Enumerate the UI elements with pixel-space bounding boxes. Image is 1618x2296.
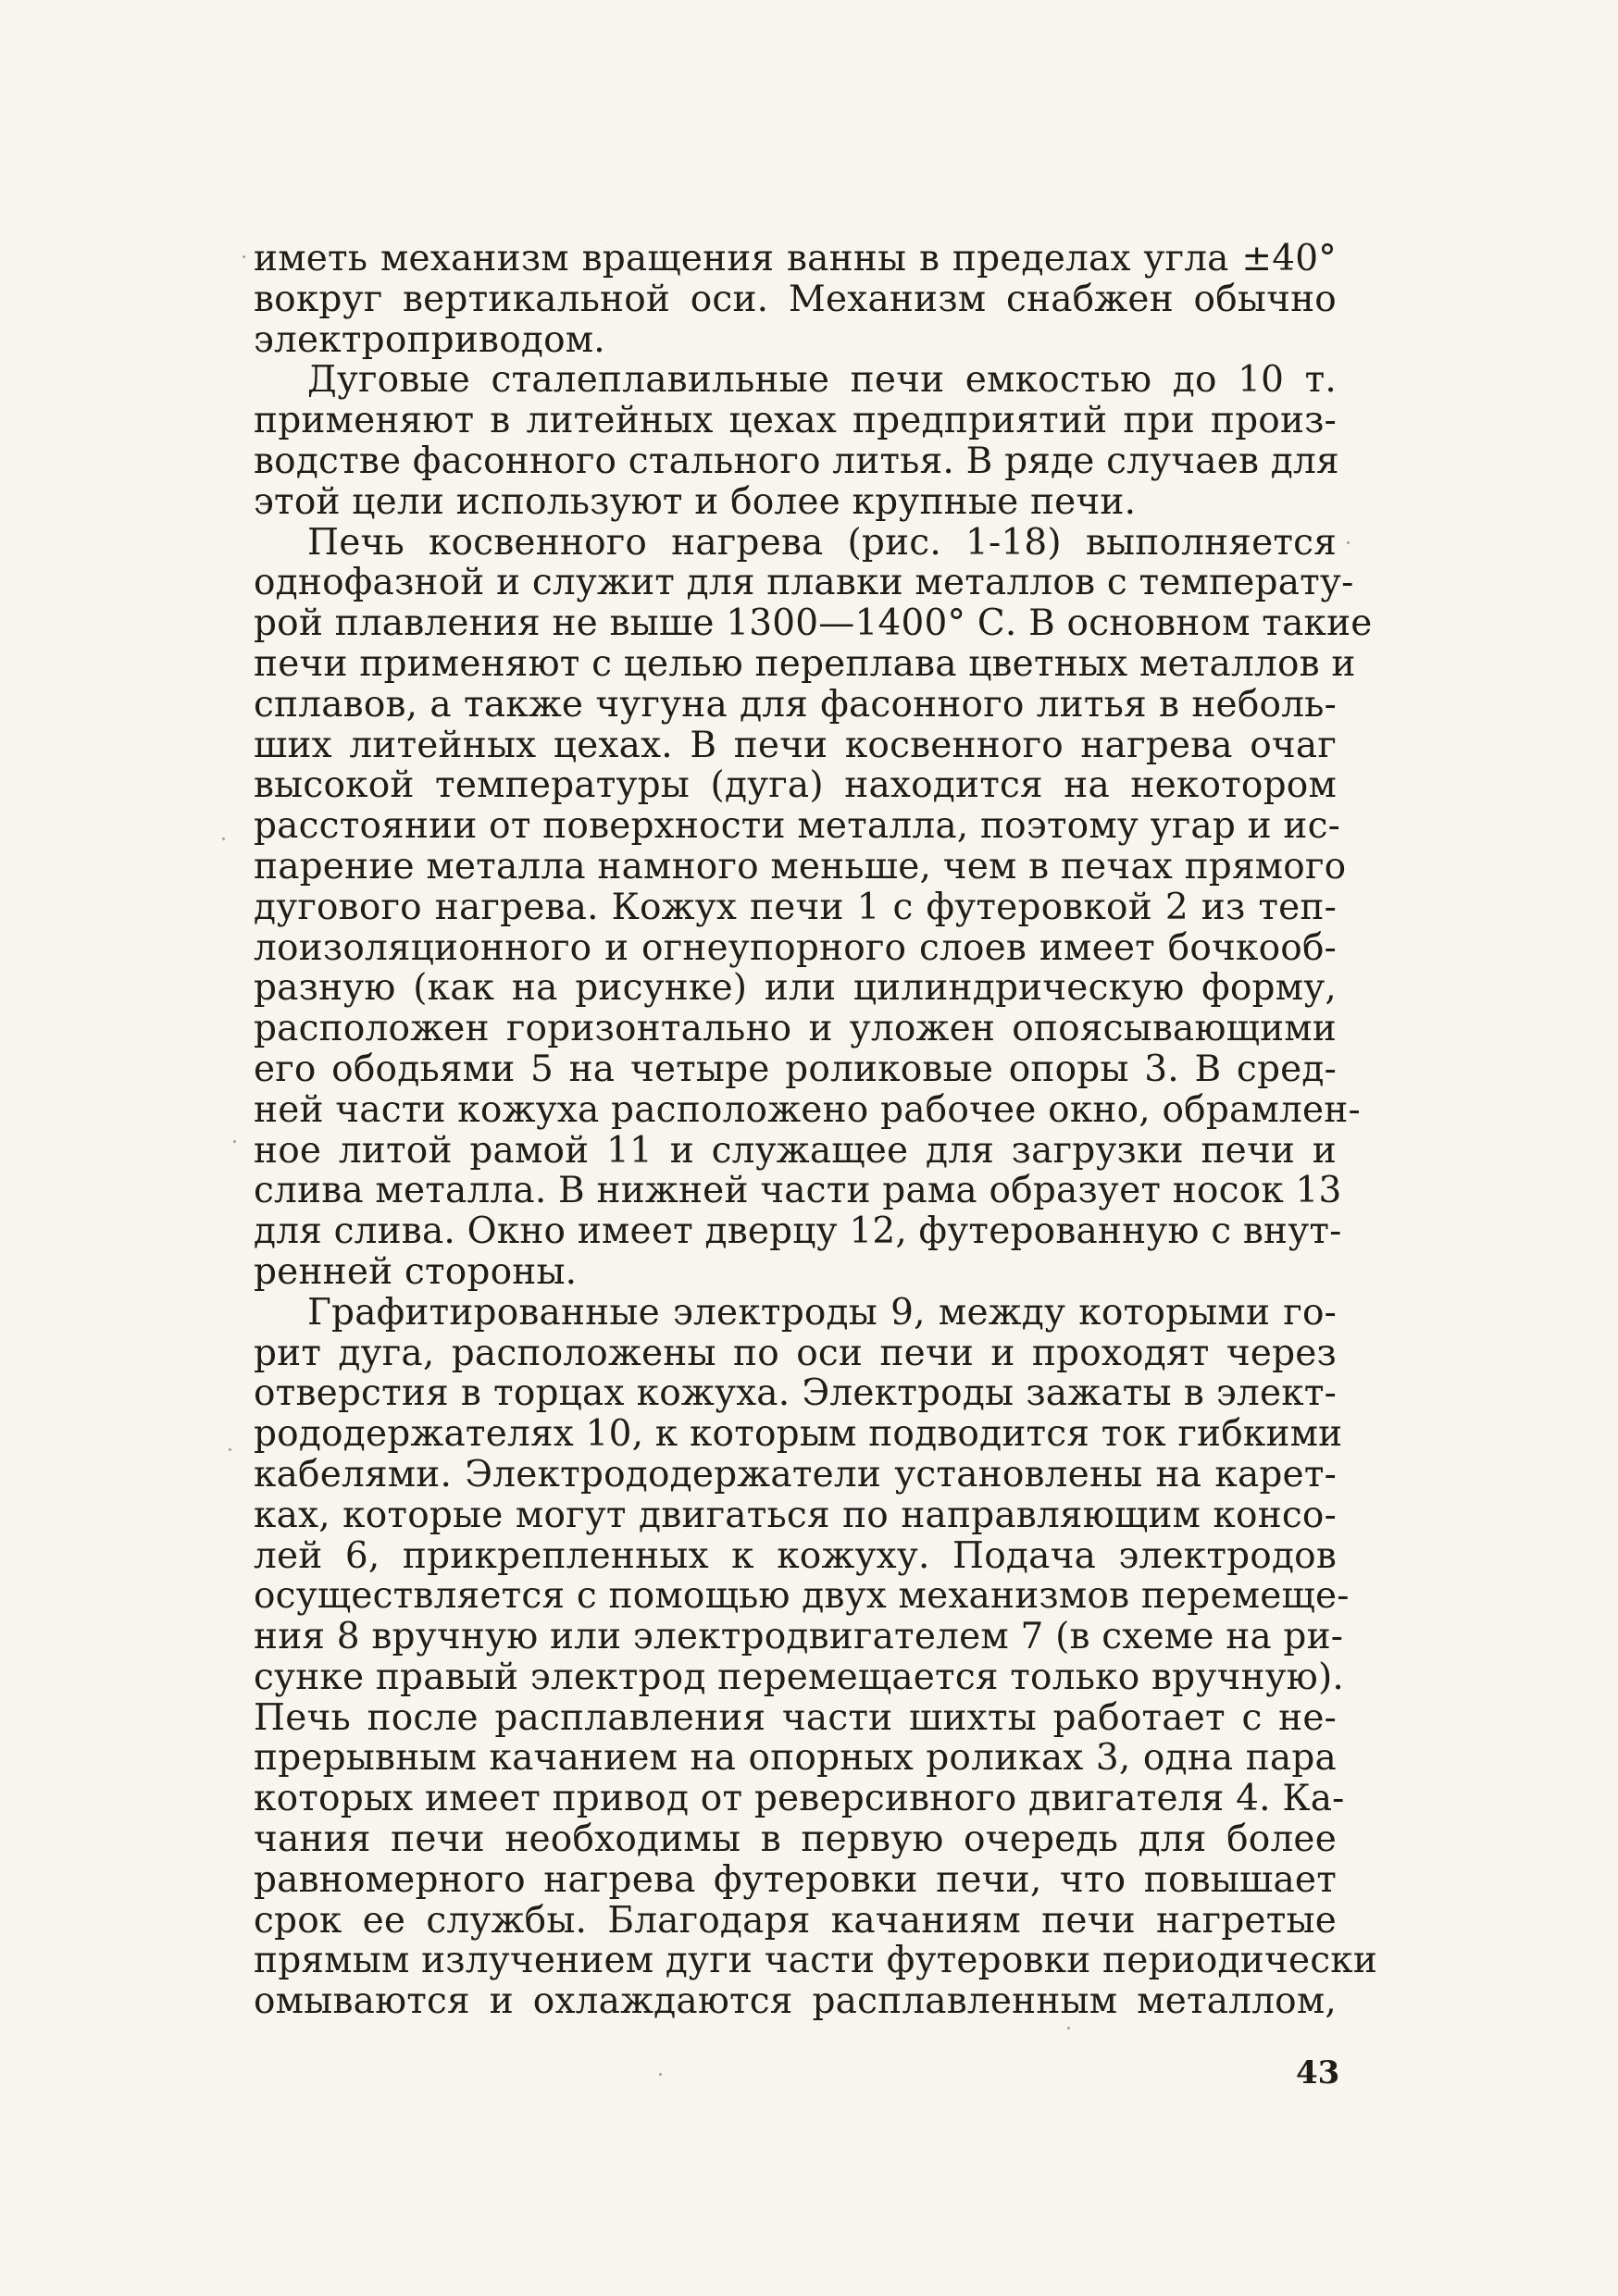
text-line: Графитированные электроды 9, между которыми го- bbox=[307, 1291, 1337, 1334]
text-line: рит дуга, расположены по оси печи и проходят через bbox=[254, 1332, 1337, 1374]
text-line: вокруг вертикальной оси. Механизм снабжен обычно bbox=[254, 278, 1337, 320]
scan-speck bbox=[659, 2073, 662, 2076]
scan-speck bbox=[229, 1448, 231, 1451]
text-line: которых имеет привод от реверсивного двигателя 4. Ка- bbox=[254, 1778, 1345, 1820]
text-line: Печь косвенного нагрева (рис. 1-18) выполняется bbox=[307, 521, 1337, 564]
body-text bbox=[254, 238, 1378, 2023]
text-line: его ободьями 5 на четыре роликовые опоры 3. В сред- bbox=[254, 1048, 1337, 1090]
text-line: рододержателях 10, к которым подводится ток гибкими bbox=[254, 1413, 1343, 1456]
text-line: для слива. Окно имеет дверцу 12, футерованную с внут- bbox=[254, 1210, 1342, 1253]
paragraph bbox=[254, 360, 1337, 522]
paragraph bbox=[254, 239, 1337, 360]
scan-speck bbox=[243, 255, 245, 258]
text-line: ших литейных цехах. В печи косвенного нагрева очаг bbox=[254, 724, 1337, 766]
scan-speck bbox=[233, 1140, 236, 1143]
text-line: Дуговые сталеплавильные печи емкостью до 10 т. bbox=[307, 359, 1337, 402]
text-line: ренней стороны. bbox=[254, 1250, 578, 1293]
text-line: разную (как на рисунке) или цилиндрическую форму, bbox=[254, 967, 1337, 1010]
text-line: однофазной и служит для плавки металлов с температу- bbox=[254, 562, 1354, 604]
text-line: прямым излучением дуги части футеровки периодически bbox=[254, 1940, 1378, 1982]
text-line: кабелями. Электрододержатели установлены на карет- bbox=[254, 1453, 1337, 1496]
text-line: ния 8 вручную или электродвигателем 7 (в схеме на ри- bbox=[254, 1616, 1344, 1658]
text-line: осуществляется с помощью двух механизмов перемеще- bbox=[254, 1575, 1350, 1618]
text-line: печи применяют с целью переплава цветных металлов и bbox=[254, 642, 1356, 685]
text-line: Печь после расплавления части шихты работает с не- bbox=[254, 1696, 1337, 1739]
text-line: электроприводом. bbox=[254, 318, 605, 361]
text-line: иметь механизм вращения ванны в пределах угла ±40° bbox=[254, 238, 1337, 279]
text-line: дугового нагрева. Кожух печи 1 с футеровкой 2 из теп- bbox=[254, 886, 1337, 928]
text-line: применяют в литейных цехах предприятий при произ- bbox=[254, 400, 1337, 442]
paragraph bbox=[254, 521, 1373, 1293]
text-line: ней части кожуха расположено рабочее окно, обрамлен- bbox=[254, 1088, 1361, 1131]
text-line: расстоянии от поверхности металла, поэтому угар и ис- bbox=[254, 805, 1341, 848]
text-line: отверстия в торцах кожуха. Электроды зажаты в элект- bbox=[254, 1372, 1337, 1415]
text-line: ках, которые могут двигаться по направляющим консо- bbox=[254, 1494, 1337, 1536]
text-line: рой плавления не выше 1300—1400° С. В основном такие bbox=[254, 602, 1373, 645]
text-line: лей 6, прикрепленных к кожуху. Подача электродов bbox=[254, 1534, 1337, 1577]
text-line: сунке правый электрод перемещается только вручную). bbox=[254, 1656, 1344, 1698]
text-line: сплавов, а также чугуна для фасонного литья в неболь- bbox=[254, 683, 1337, 726]
paragraph bbox=[254, 1291, 1378, 2023]
scan-speck bbox=[222, 838, 225, 840]
text-line: расположен горизонтально и уложен опоясывающими bbox=[254, 1008, 1337, 1050]
text-line: ное литой рамой 11 и служащее для загрузки печи и bbox=[254, 1129, 1337, 1172]
text-line: водстве фасонного стального литья. В ряде случаев для bbox=[254, 440, 1339, 482]
text-line: чания печи необходимы в первую очередь для более bbox=[254, 1818, 1337, 1861]
text-line: этой цели используют и более крупные печи. bbox=[254, 480, 1137, 523]
text-line: равномерного нагрева футеровки печи, что повышает bbox=[254, 1858, 1337, 1901]
text-line: парение металла намного меньше, чем в печах прямого bbox=[254, 845, 1347, 887]
scan-speck bbox=[1067, 2027, 1070, 2029]
text-line: срок ее службы. Благодаря качаниям печи нагретые bbox=[254, 1899, 1337, 1942]
text-line: слива металла. В нижней части рама образует носок 13 bbox=[254, 1170, 1342, 1212]
text-line: высокой температуры (дуга) находится на некотором bbox=[254, 764, 1337, 807]
text-line: омываются и охлаждаются расплавленным металлом, bbox=[254, 1980, 1337, 2023]
scan-speck bbox=[1347, 541, 1350, 544]
text-line: лоизоляционного и огнеупорного слоев имеет бочкооб- bbox=[254, 926, 1337, 969]
text-line: прерывным качанием на опорных роликах 3, одна пара bbox=[254, 1737, 1337, 1780]
page-number: 43 bbox=[1296, 2054, 1340, 2091]
